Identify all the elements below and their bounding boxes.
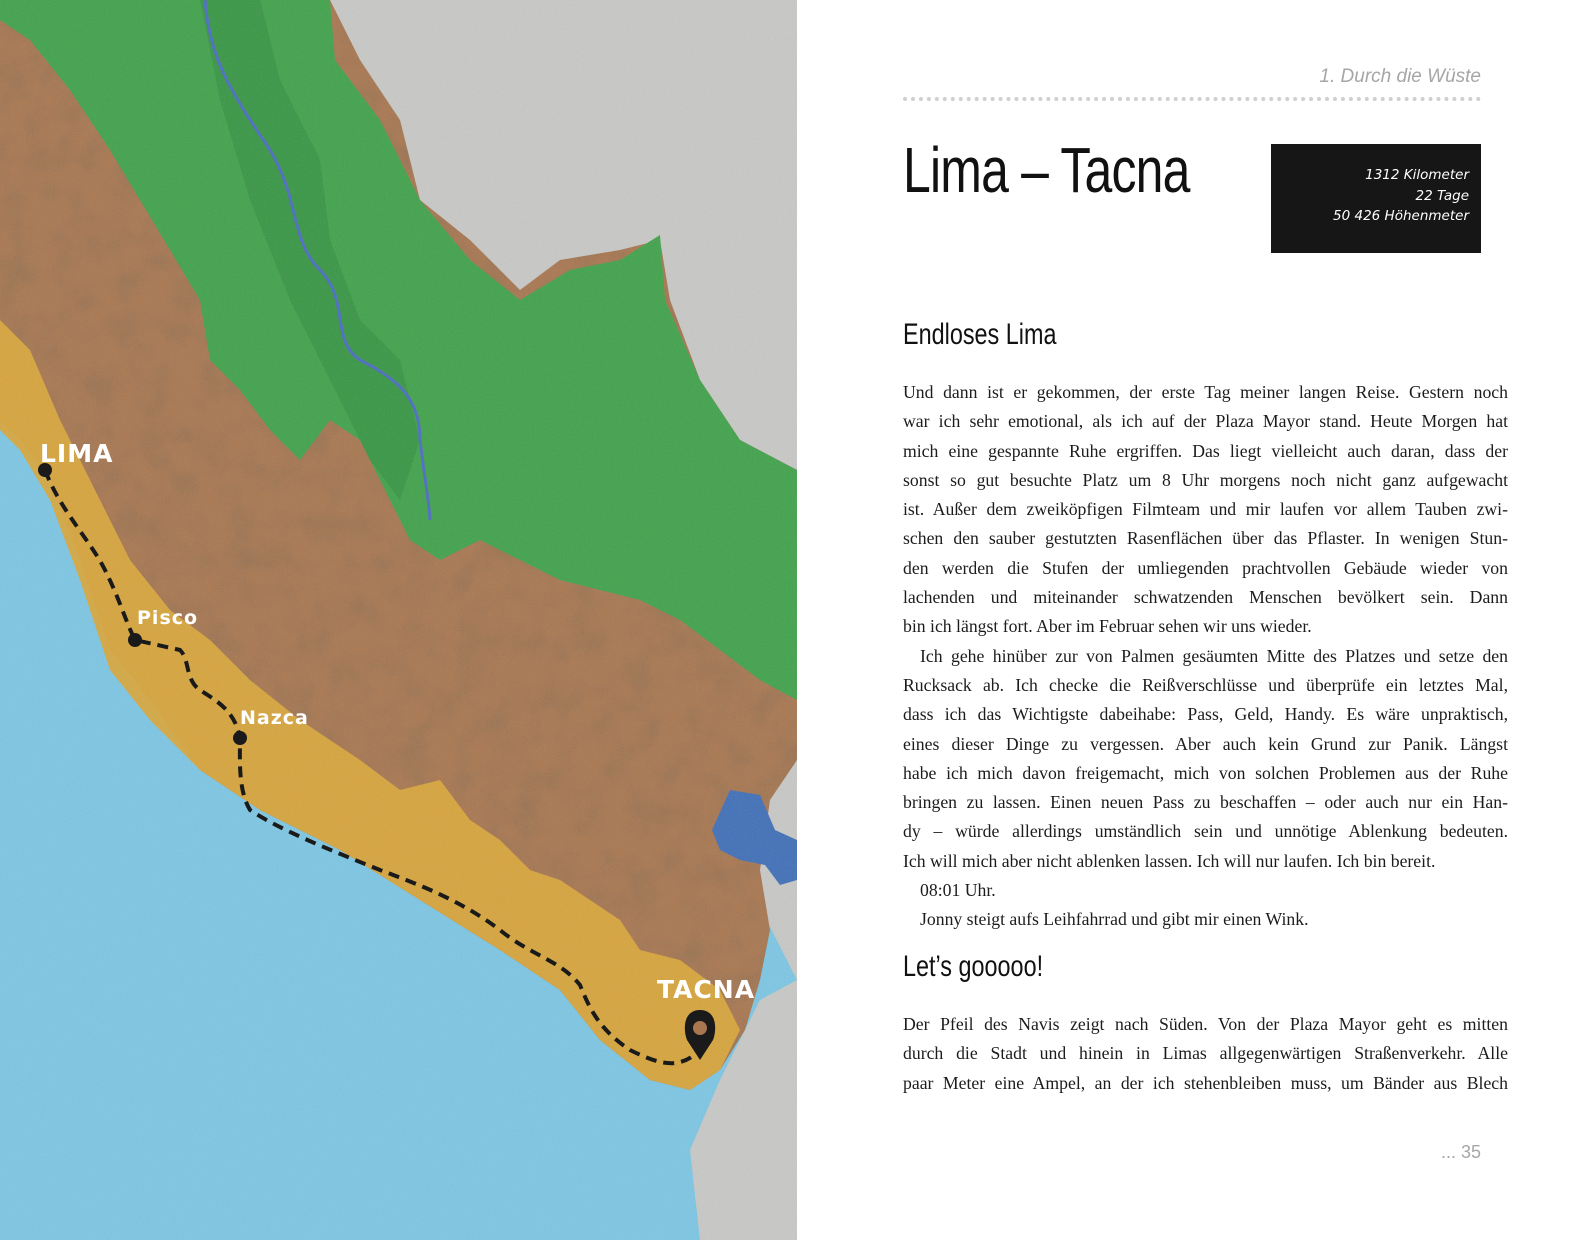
body-line: 08:01 Uhr. xyxy=(920,880,996,901)
body-line: eines dieser Dinge zu vergessen. Aber auch kein Grund zur Panik. Längst xyxy=(903,733,1508,754)
text-page xyxy=(797,0,1594,1240)
body-line: sonst so gut besuchte Platz um 8 Uhr morgens noch nicht ganz aufgewacht xyxy=(903,469,1508,490)
body-line: ist. Außer dem zweiköpfigen Filmteam und mir laufen vor allem Tauben zwi- xyxy=(903,499,1508,520)
section-body-1 xyxy=(903,378,1508,935)
page-number: ... 35 xyxy=(1440,1142,1481,1162)
stat-distance: 1312 Kilometer xyxy=(1365,167,1469,183)
body-line: durch die Stadt und hinein in Limas allgegenwärtigen Straßenverkehr. Alle xyxy=(903,1043,1508,1064)
body-line: habe ich mich davon freigemacht, mich von solchen Problemen aus der Ruhe xyxy=(903,762,1508,783)
tacna-label: TACNA xyxy=(657,975,756,1004)
dotted-divider xyxy=(903,97,1481,101)
body-line: Jonny steigt aufs Leihfahrrad und gibt mir einen Wink. xyxy=(920,909,1309,930)
stat-elevation: 50 426 Höhenmeter xyxy=(1333,208,1469,224)
body-line: Rucksack ab. Ich checke die Reißverschlüsse und überprüfe ein letztes Mal, xyxy=(903,674,1508,695)
body-line: mich eine gespannte Ruhe ergriffen. Das liegt vielleicht auch daran, dass der xyxy=(903,440,1508,461)
body-line: Ich gehe hinüber zur von Palmen gesäumten Mitte des Platzes und setze den xyxy=(920,645,1508,666)
body-line: Und dann ist er gekommen, der erste Tag meiner langen Reise. Gestern noch xyxy=(903,382,1508,402)
section-body-2 xyxy=(903,1010,1508,1098)
body-line: paar Meter eine Ampel, an der ich stehenbleiben muss, um Bänder aus Blech xyxy=(903,1072,1508,1093)
body-line: dy – würde allerdings umständlich sein und unnötige Ablenkung bedeuten. xyxy=(903,821,1508,842)
body-line: Ich will mich aber nicht ablenken lassen. Ich will nur laufen. Ich bin bereit. xyxy=(903,850,1436,871)
pisco-label: Pisco xyxy=(137,607,199,629)
nazca-marker xyxy=(233,731,247,745)
body-line: Der Pfeil des Navis zeigt nach Süden. Von der Plaza Mayor geht es mitten xyxy=(903,1014,1508,1034)
nazca-label: Nazca xyxy=(240,707,309,729)
body-line: schen den sauber gestutzten Rasenflächen über das Pflaster. In wenigen Stun- xyxy=(903,528,1508,549)
body-line: bringen zu lassen. Einen neuen Pass zu beschaffen – oder auch nur ein Han- xyxy=(903,792,1508,813)
body-line: bin ich längst fort. Aber im Februar sehen wir uns wieder. xyxy=(903,616,1312,637)
stat-days: 22 Tage xyxy=(1415,187,1469,204)
chapter-title: 1. Durch die Wüste xyxy=(1319,66,1481,87)
body-line: dass ich das Wichtigste dabeihabe: Pass, Geld, Handy. Es wäre unpraktisch, xyxy=(903,704,1508,725)
section-heading-2: Let’s gooooo! xyxy=(903,950,1044,983)
pisco-marker xyxy=(128,633,142,647)
stats-box xyxy=(1271,144,1481,253)
body-line: den werden die Stufen der umliegenden prachtvollen Gebäude wieder von xyxy=(903,557,1508,578)
body-line: lachenden und miteinander schwatzenden Menschen bevölkert sein. Dann xyxy=(903,587,1508,608)
section-heading-1: Endloses Lima xyxy=(903,318,1057,351)
body-line: war ich sehr emotional, als ich auf der Plaza Mayor stand. Heute Morgen hat xyxy=(903,411,1508,432)
lima-label: LIMA xyxy=(40,439,114,468)
page-title: Lima – Tacna xyxy=(903,134,1190,206)
